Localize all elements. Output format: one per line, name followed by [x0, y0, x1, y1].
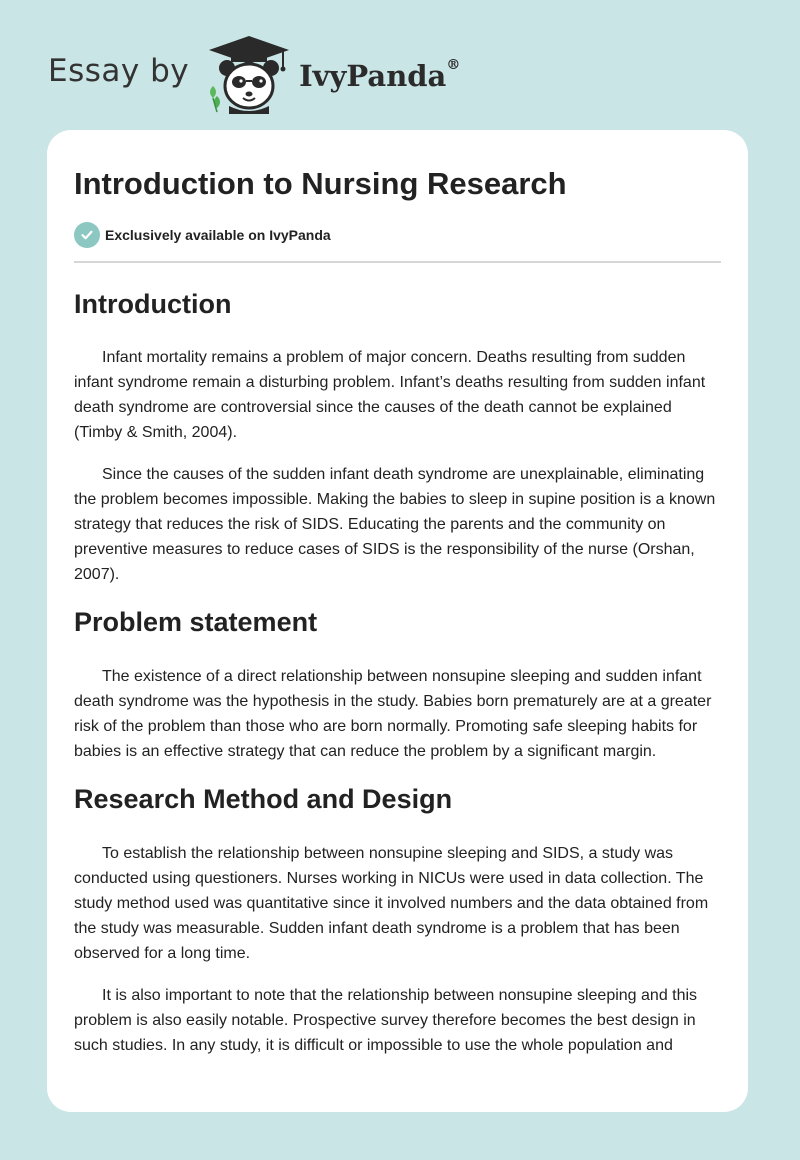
section-heading: Problem statement: [74, 607, 318, 637]
section-introduction: [74, 287, 721, 587]
paragraph: Since the causes of the sudden infant death syndrome are unexplainable, eliminating the problem becomes impossible. Making the babies to sleep in supine position is a known strategy that reduces the risk of SIDS. Educating the parents and the community on preventive measures to reduce cases of SIDS is the responsibility of the nurse (Orshan, 2007).: [74, 466, 716, 583]
exclusive-label: Exclusively available on IvyPanda: [105, 227, 331, 243]
exclusive-badge: [74, 222, 721, 263]
site-header: [48, 34, 460, 114]
section-heading: Introduction: [74, 289, 232, 319]
paragraph: Infant mortality remains a problem of major concern. Deaths resulting from sudden infant syndrome remain a disturbing problem. Infant’s deaths resulting from sudden infant death syndrome are controversial since the causes of the death cannot be explained (Timby & Smith, 2004).: [74, 349, 706, 441]
section-problem-statement: [74, 605, 721, 764]
paragraph: The existence of a direct relationship between nonsupine sleeping and sudden infant death syndrome was the hypothesis in the study. Babies born prematurely are at a greater risk of the problem than those who are born normally. Promoting safe sleeping habits for babies is an effective strategy that can reduce the problem by a significant margin.: [74, 668, 712, 760]
trademark-mark: ®: [446, 57, 461, 73]
paragraph: It is also important to note that the relationship between nonsupine sleeping and this problem is also easily notable. Prospective survey therefore becomes the best design in such studies. In any study, it is difficult or impossible to use the whole population and: [74, 987, 698, 1054]
essay-card: [47, 130, 748, 1112]
panda-logo-icon[interactable]: [203, 34, 295, 114]
check-icon: [74, 222, 100, 248]
paragraph: To establish the relationship between nonsupine sleeping and SIDS, a study was conducted using questioners. Nurses working in NICUs were used in data collection. The study method used was quantitative since it involved numbers and the data obtained from the study was measurable. Sudden infant death syndrome is a problem that has been observed for a long time.: [74, 845, 709, 962]
section-research-method: [74, 782, 721, 1058]
essay-title: Introduction to Nursing Research: [74, 166, 567, 201]
brand-name: IvyPanda®: [299, 57, 461, 93]
section-heading: Research Method and Design: [74, 784, 453, 814]
essay-by-label: Essay by: [48, 53, 190, 89]
